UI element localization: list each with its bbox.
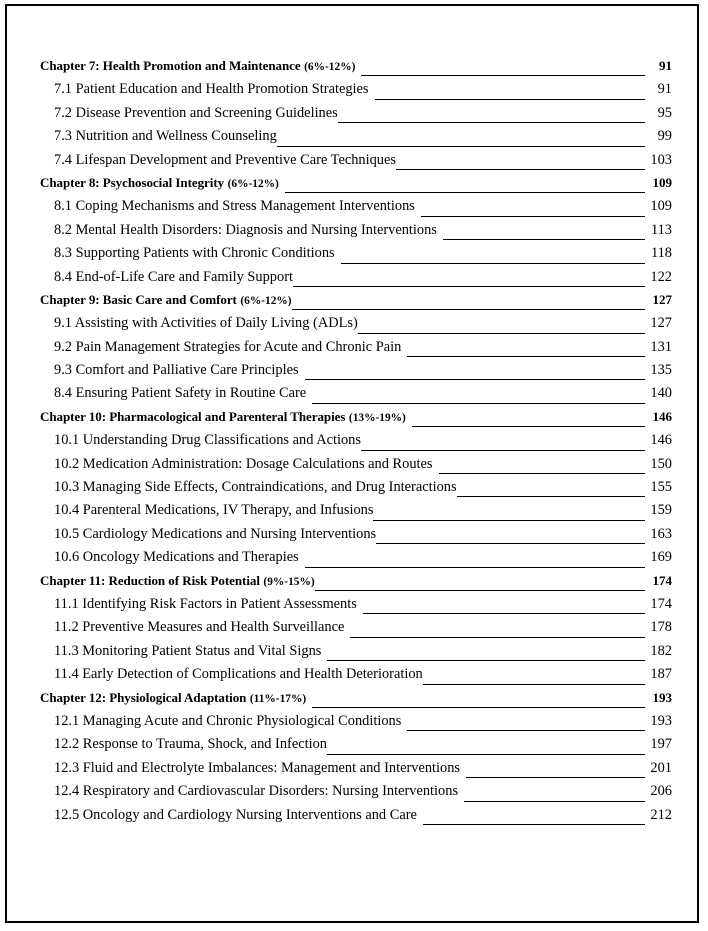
toc-entry-page-number: 163 [650, 525, 672, 542]
toc-entry-page-number: 174 [650, 595, 672, 612]
toc-leader-line [369, 81, 645, 104]
toc-entry-section[interactable] [40, 502, 672, 525]
toc-entry-page-number: 118 [650, 245, 672, 262]
toc-entry-chapter[interactable] [40, 58, 672, 81]
toc-entry-label: 8.1 Coping Mechanisms and Stress Management Interventions [54, 198, 415, 215]
toc-entry-section[interactable] [40, 105, 672, 128]
toc-entry-label: 12.4 Respiratory and Cardiovascular Disorders: Nursing Interventions [54, 783, 459, 800]
toc-leader-line [293, 269, 645, 292]
toc-entry-section[interactable] [40, 596, 672, 619]
toc-entry-label: 8.4 End-of-Life Care and Family Support [54, 268, 293, 285]
toc-leader-line [396, 152, 645, 175]
toc-entry-label: Chapter 12: Physiological Adaptation [40, 689, 247, 705]
toc-entry-page-number: 187 [650, 666, 672, 683]
toc-entry-section[interactable] [40, 198, 672, 221]
toc-entry-label: 10.6 Oncology Medications and Therapies [54, 549, 299, 566]
toc-entry-percent-range: (6%-12%) [227, 177, 279, 190]
toc-entry-label: 8.4 Ensuring Patient Safety in Routine Care [54, 385, 307, 402]
toc-entry-section[interactable] [40, 479, 672, 502]
toc-leader-line [406, 409, 645, 432]
toc-entry-label: 10.2 Medication Administration: Dosage Calculations and Routes [54, 455, 433, 472]
toc-leader-line [361, 432, 645, 455]
toc-entry-label: Chapter 9: Basic Care and Comfort [40, 291, 237, 307]
toc-leader-line [437, 222, 645, 245]
toc-entry-chapter[interactable] [40, 690, 672, 713]
toc-entry-section[interactable] [40, 385, 672, 408]
toc-leader-line [401, 339, 645, 362]
toc-entry-page-number: 146 [650, 432, 672, 449]
toc-entry-chapter[interactable] [40, 175, 672, 198]
toc-entry-section[interactable] [40, 152, 672, 175]
toc-entry-page-number: 131 [650, 338, 672, 355]
toc-entry-page-number: 103 [650, 151, 672, 168]
toc-entry-section[interactable] [40, 269, 672, 292]
toc-entry-page-number: 140 [650, 385, 672, 402]
toc-entry-section[interactable] [40, 432, 672, 455]
toc-entry-section[interactable] [40, 245, 672, 268]
toc-leader-line [344, 619, 645, 642]
toc-entry-page-number: 109 [650, 198, 672, 215]
toc-entry-chapter[interactable] [40, 409, 672, 432]
toc-entry-label: 11.4 Early Detection of Complications and Health Deterioration [54, 666, 423, 683]
toc-entry-page-number: 127 [650, 315, 672, 332]
toc-entry-section[interactable] [40, 526, 672, 549]
toc-entry-section[interactable] [40, 339, 672, 362]
toc-entry-label: 7.1 Patient Education and Health Promotion Strategies [54, 81, 369, 98]
toc-entry-label: 7.4 Lifespan Development and Preventive Care Techniques [54, 151, 396, 168]
toc-leader-line [277, 128, 645, 151]
toc-entry-section[interactable] [40, 666, 672, 689]
toc-entry-section[interactable] [40, 713, 672, 736]
toc-leader-line [299, 362, 645, 385]
toc-entry-label: Chapter 7: Health Promotion and Maintenance [40, 58, 301, 73]
toc-entry-page-number: 201 [650, 759, 672, 776]
toc-leader-line [458, 783, 645, 806]
toc-entry-percent-range: (13%-19%) [348, 411, 406, 424]
toc-entry-page-number: 91 [657, 81, 672, 98]
toc-entry-page-number: 174 [652, 572, 672, 588]
toc-leader-line [401, 713, 645, 736]
toc-entry-section[interactable] [40, 315, 672, 338]
toc-entry-section[interactable] [40, 549, 672, 572]
toc-entry-label: 12.2 Response to Trauma, Shock, and Infection [54, 736, 327, 753]
toc-leader-line [357, 596, 645, 619]
toc-entry-label: 11.1 Identifying Risk Factors in Patient Assessments [54, 595, 357, 612]
toc-leader-line [460, 760, 645, 783]
toc-entry-label: 9.3 Comfort and Palliative Care Principles [54, 362, 299, 379]
toc-entry-page-number: 206 [650, 783, 672, 800]
toc-entry-label: 12.5 Oncology and Cardiology Nursing Interventions and Care [54, 806, 417, 823]
toc-entry-chapter[interactable] [40, 573, 672, 596]
toc-entry-label: 12.1 Managing Acute and Chronic Physiological Conditions [54, 712, 402, 729]
toc-entry-section[interactable] [40, 783, 672, 806]
toc-entry-label: 7.3 Nutrition and Wellness Counseling [54, 128, 277, 145]
toc-entry-percent-range: (11%-17%) [249, 692, 307, 705]
toc-entry-page-number: 182 [650, 642, 672, 659]
toc-entry-page-number: 91 [659, 58, 672, 73]
toc-entry-label: Chapter 11: Reduction of Risk Potential [40, 572, 260, 588]
toc-entry-section[interactable] [40, 362, 672, 385]
toc-entry-section[interactable] [40, 643, 672, 666]
toc-entry-section[interactable] [40, 222, 672, 245]
toc-leader-line [338, 105, 645, 128]
toc-leader-line [355, 58, 645, 81]
toc-leader-line [433, 456, 646, 479]
toc-entry-section[interactable] [40, 128, 672, 151]
toc-entry-label: 8.3 Supporting Patients with Chronic Conditions [54, 245, 335, 262]
toc-entry-label: 10.4 Parenteral Medications, IV Therapy, and Infusions [54, 502, 374, 519]
toc-entry-label: Chapter 8: Psychosocial Integrity [40, 174, 225, 190]
toc-entry-section[interactable] [40, 619, 672, 642]
toc-entry-label: 11.3 Monitoring Patient Status and Vital Signs [54, 642, 322, 659]
toc-entry-page-number: 146 [652, 408, 672, 424]
toc-entry-section[interactable] [40, 81, 672, 104]
toc-entry-label: 10.5 Cardiology Medications and Nursing Interventions [54, 525, 377, 542]
toc-entry-section[interactable] [40, 736, 672, 759]
toc-leader-line [376, 526, 645, 549]
toc-leader-line [306, 385, 645, 408]
toc-entry-label: 8.2 Mental Health Disorders: Diagnosis and Nursing Interventions [54, 221, 437, 238]
toc-entry-percent-range: (6%-12%) [304, 61, 356, 73]
toc-entry-page-number: 155 [650, 479, 672, 496]
toc-entry-page-number: 193 [650, 712, 672, 729]
toc-entry-page-number: 109 [652, 174, 672, 190]
toc-entry-page-number: 95 [657, 104, 672, 121]
toc-entry-section[interactable] [40, 807, 672, 830]
toc-entry-section[interactable] [40, 760, 672, 783]
toc-leader-line [335, 245, 645, 268]
toc-leader-line [417, 807, 645, 830]
toc-leader-line [373, 502, 645, 525]
toc-entry-section[interactable] [40, 456, 672, 479]
toc-entry-page-number: 122 [650, 268, 672, 285]
toc-entry-label: 9.2 Pain Management Strategies for Acute and Chronic Pain [54, 338, 402, 355]
toc-entry-label: 10.1 Understanding Drug Classifications and Actions [54, 432, 361, 449]
toc-entry-label: 12.3 Fluid and Electrolyte Imbalances: Management and Interventions [54, 759, 461, 776]
toc-entry-label: 9.1 Assisting with Activities of Daily Living (ADLs) [54, 315, 358, 332]
toc-entry-page-number: 127 [652, 291, 672, 307]
toc-entry-label: 11.2 Preventive Measures and Health Surveillance [54, 619, 345, 636]
toc-entry-page-number: 99 [657, 128, 672, 145]
toc-entry-page-number: 135 [650, 362, 672, 379]
toc-leader-line [315, 573, 645, 596]
toc-leader-line [415, 198, 645, 221]
toc-entry-label: 10.3 Managing Side Effects, Contraindications, and Drug Interactions [54, 479, 457, 496]
table-of-contents-list [40, 58, 672, 830]
toc-entry-page-number: 197 [650, 736, 672, 753]
toc-leader-line [327, 736, 645, 759]
toc-leader-line [279, 175, 645, 198]
toc-entry-page-number: 159 [650, 502, 672, 519]
toc-entry-page-number: 193 [652, 689, 672, 705]
toc-leader-line [321, 643, 645, 666]
toc-entry-page-number: 113 [650, 221, 672, 238]
toc-entry-page-number: 212 [650, 806, 672, 823]
toc-leader-line [292, 292, 645, 315]
toc-entry-percent-range: (9%-15%) [263, 575, 315, 588]
toc-entry-page-number: 178 [650, 619, 672, 636]
toc-leader-line [423, 666, 645, 689]
page-frame [5, 4, 699, 923]
toc-leader-line [306, 690, 645, 713]
toc-entry-percent-range: (6%-12%) [240, 294, 292, 307]
toc-leader-line [358, 315, 645, 338]
toc-entry-label: Chapter 10: Pharmacological and Parenteral Therapies [40, 408, 346, 424]
toc-entry-page-number: 169 [650, 549, 672, 566]
toc-entry-label: 7.2 Disease Prevention and Screening Guidelines [54, 104, 338, 121]
toc-entry-chapter[interactable] [40, 292, 672, 315]
toc-entry-page-number: 150 [650, 455, 672, 472]
toc-leader-line [457, 479, 645, 502]
toc-leader-line [299, 549, 645, 572]
